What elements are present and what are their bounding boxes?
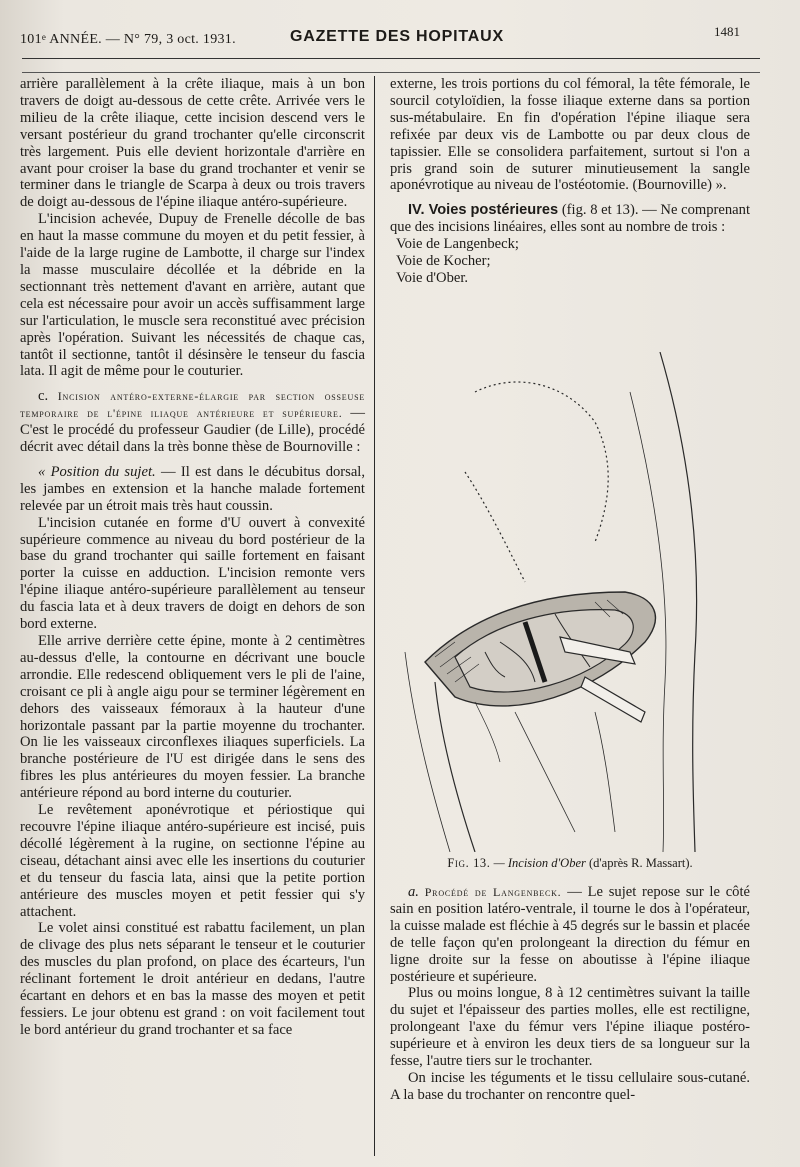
page-number: 1481 — [714, 24, 740, 39]
caption-label: Fig. 13. — [447, 856, 491, 870]
paragraph: L'incision cutanée en forme d'U ouvert à convexité supérieure commence au niveau du bord postérieur de la base du grand trochanter qui saille fortement en faisant porter la cuisse en adduction. L'incision remonte vers l'épine iliaque antéro-supérieure parallèlement au tenseur du fascia lata et à deux travers de doigt en dehors de son bord externe. — [20, 514, 365, 633]
caption-title: — Incision d'Ober — [493, 856, 586, 870]
right-column-upper — [390, 76, 750, 287]
journal-title: GAZETTE DES HOPITAUX — [290, 28, 504, 45]
paragraph-position — [20, 464, 365, 515]
figure-caption — [390, 856, 750, 871]
header-rule-secondary — [22, 72, 760, 73]
section-text: — C'est le procédé du professeur Gaudier (de Lille), procédé décrit avec détail dans la très bonne thèse de Bournoville : — [20, 405, 365, 456]
section-text: — Le sujet repose sur le côté sain en position latéro-ventrale, il tourne le dos à l'opérateur, la cuisse malade est fléchie à 45 degrés sur le bassin et placée de telle façon qu'en prolongeant la direction du fémur en ligne droite sur la fesse on aboutisse à l'épine iliaque postérieure et supérieure. — [390, 884, 751, 985]
section-c — [20, 388, 365, 456]
year-word: ANNÉE. — [49, 32, 102, 47]
anatomical-illustration — [395, 352, 760, 852]
section-letter: c. — [38, 388, 49, 405]
list-item: Voie de Langenbeck; — [396, 236, 519, 253]
right-column-lower — [390, 884, 750, 1104]
paragraph: Le volet ainsi constitué est rabattu facilement, un plan de clivage des plus nets séparant le tenseur et le couturier des muscles du plan profond, on place des écarteurs, l'un réclinant fortement le droit antérieur en dedans, l'autre écartant en dehors et en bas la masse des moyen et petit fessiers. Le jour obtenu est grand : on voit facilement tout le bord antérieur du grand trochanter et sa face — [20, 920, 365, 1038]
year-suffix: e — [41, 32, 47, 42]
section-heading: Incision antéro-externe-élargie par section osseuse temporaire de l'épine iliaque antérieure et supérieure. — [20, 389, 366, 421]
list-item: Voie de Kocher; — [396, 253, 491, 270]
approach-list — [390, 236, 750, 287]
left-column — [20, 76, 365, 1039]
paragraph: L'incision achevée, Dupuy de Frenelle décolle de bas en haut la masse commune du moyen et du petit fessier, à l'aide de la large rugine de Lambotte, il charge sur l'index la masse musculaire décollée et la débride en la sectionnant très nettement d'avant en arrière, autant que cela est nécessaire pour avoir un accès suffisamment large sur l'articulation, le muscle sera reconstitué avec précision après l'opération. Suivant les nécessités de chaque cas, tantôt il sectionne, tantôt il désinsère le tenseur du fascia lata. Il agit de même pour le couturier. — [20, 211, 365, 380]
section-iv — [390, 202, 750, 236]
issue-date: — N° 79, 3 oct. 1931. — [105, 32, 236, 47]
section-heading: IV. Voies postérieures — [408, 202, 559, 219]
paragraph-text: — Il est dans le décubitus dorsal, les jambes en extension et la hanche malade fortement relevée par un étroit mais très haut coussin. — [20, 463, 366, 514]
subheading: « Position du sujet. — [38, 463, 156, 480]
caption-credit: (d'après R. Massart). — [589, 856, 693, 870]
paragraph: arrière parallèlement à la crête iliaque, mais à un bon travers de doigt au-dessous de cette crête. Arrivée vers le milieu de la crête iliaque, cette incision descend vers le versant postérieur du grand trochanter qu'elle circonscrit très largement. Puis elle devient horizontale d'arrière en avant pour croiser la base du grand trochanter et venir se terminer dans le triangle de Scarpa à deux ou trois travers de doigt au-dessous de l'épine iliaque antéro-supérieure. — [20, 76, 365, 211]
paragraph: On incise les téguments et le tissu cellulaire sous-cutané. A la base du trochanter on rencontre quel- — [390, 1069, 750, 1103]
section-letter: a. — [408, 884, 419, 900]
issue-line — [20, 32, 236, 48]
paragraph: Plus ou moins longue, 8 à 12 centimètres suivant la taille du sujet et l'épaisseur des parties molles, elle est rectiligne, prolongeant l'axe du fémur vers l'épine iliaque postéro-supérieure et à environ les deux tiers de sa longueur sur la fesse, l'autre tiers sur le trochanter. — [390, 985, 750, 1070]
paragraph: externe, les trois portions du col fémoral, la tête fémorale, le sourcil cotyloïdien, la fosse iliaque externe dans sa portion sus-métabulaire. En fin d'opération l'épine iliaque sera refixée par deux vis de Lambotte ou par deux clous de tapissier. Elle se consolidera parfaitement, surtout si l'on a pris grand soin de suturer minutieusement la sangle aponévrotique au niveau de l'ostéotomie. (Bournoville) ». — [390, 76, 750, 194]
header-rule — [22, 58, 760, 59]
column-divider — [374, 76, 375, 1156]
figure-ober-incision — [395, 352, 760, 852]
section-a — [390, 884, 750, 985]
list-item: Voie d'Ober. — [396, 269, 469, 286]
year-number: 101 — [20, 32, 42, 47]
section-heading: Procédé de Langenbeck. — [424, 885, 562, 899]
page-header — [20, 22, 770, 52]
paragraph: Le revêtement aponévrotique et périostique qui recouvre l'épine iliaque antéro-supérieure est incisé, puis décollé légèrement à la rugine, on sectionne l'épine au ciseau, détachant ainsi avec elle les insertions du couturier et du tenseur du fascia lata, ainsi que la petite portion antérieure des muscles moyen et petit fessier qui s'y attachent. — [20, 802, 365, 920]
paragraph: Elle arrive derrière cette épine, monte à 2 centimètres au-dessus d'elle, la contourne en décrivant une boucle arrondie. Elle redescend obliquement vers le pli de l'aine, croisant ce pli à angle aigu pour se terminer légèrement en dehors des vaisseaux fémoraux à la hauteur d'une horizontale passant par la partie moyenne du trochanter. On lie les vaisseaux circonflexes iliaques superficiels. La branche postérieure de l'U est dirigée dans le sens des fibres les plus antérieures du moyen fessier. La branche antérieure répond au bord interne du couturier. — [20, 633, 365, 802]
section-text: (fig. 8 et 13). — Ne comprenant que des incisions linéaires, elles sont au nombre de trois : — [390, 202, 751, 236]
